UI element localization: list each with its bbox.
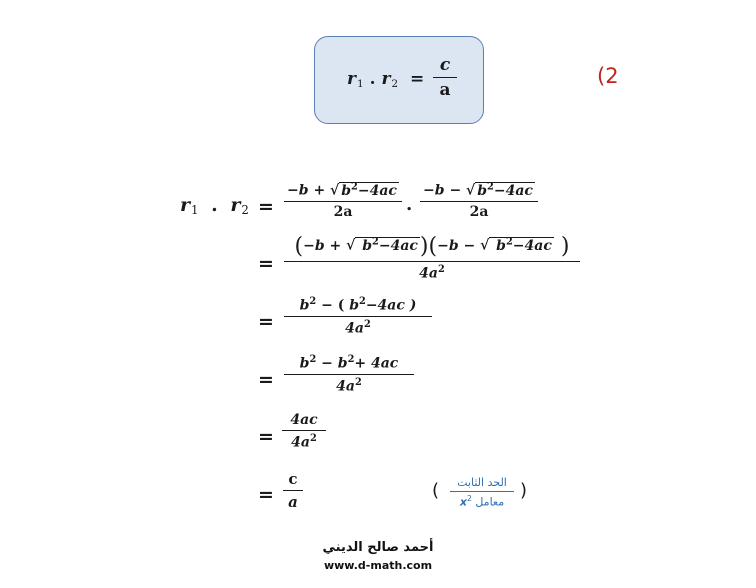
fraction-bar (284, 201, 402, 202)
fraction-denominator: 2a (333, 203, 353, 220)
box-fraction (433, 55, 457, 100)
fraction-bar (284, 316, 432, 317)
fraction-product-of-roots (284, 234, 580, 282)
r-symbol: r (347, 69, 356, 89)
square-root: √ $b^2-4ac$ (466, 181, 533, 199)
square-root: √ $b^2-4ac$ (346, 236, 418, 254)
r-symbol: r (381, 69, 391, 89)
fraction-denominator: $4a^2$ (419, 264, 445, 282)
open-parenthesis: ( (432, 480, 440, 501)
dot-operator: . (369, 69, 376, 89)
fraction-bar (282, 430, 326, 431)
fraction-bar (284, 261, 580, 262)
equals-sign: = (258, 196, 274, 218)
close-parenthesis: ) (520, 480, 528, 501)
fraction-simplified (282, 412, 326, 451)
annotation-constant-over-coefficient (432, 476, 532, 516)
fraction-denominator: $4a^2$ (336, 376, 362, 395)
fraction-numerator: −b − √ $b^2-4ac$ (423, 181, 533, 199)
derivation-lhs (180, 194, 249, 217)
subscript-1: 1 (356, 77, 364, 90)
fraction-bar (420, 201, 538, 202)
fraction-denominator: a (439, 80, 451, 100)
equals-sign: = (258, 311, 274, 333)
square-root: √ $b^2-4ac$ (480, 236, 552, 254)
equals-sign: = (258, 426, 274, 448)
fraction-difference (284, 296, 432, 336)
fraction-bar (433, 77, 457, 78)
r-symbol: r (230, 194, 241, 216)
equals-sign: = (258, 253, 274, 275)
r-symbol: r (180, 194, 191, 216)
equals-sign: = (258, 484, 274, 506)
author-name: أحمد صالح الديني (322, 540, 434, 555)
fraction-numerator: $b^2$ − ( $b^2-4ac$ ) (299, 296, 417, 314)
fraction-numerator: c (439, 55, 451, 75)
fraction-numerator: (−b + √ $b^2-4ac)(-b$ − √ $b^2-4ac$ ) (294, 234, 570, 259)
box-lhs (347, 69, 424, 90)
multiply-dot: . (406, 194, 413, 215)
fraction-bar (450, 491, 514, 492)
problem-number: (2 (597, 64, 619, 88)
square-root: √ $b^2-4ac$ (330, 181, 397, 199)
fraction-denominator: $4a^2$ (291, 433, 317, 451)
fraction-bar (284, 374, 414, 375)
fraction-plus-root (284, 181, 402, 220)
fraction-numerator: $b^2 - b^2+ 4ac$ (299, 354, 399, 372)
fraction-denominator: a (288, 493, 298, 511)
fraction-minus-root (420, 181, 538, 220)
annotation-numerator: الحد الثابت (457, 476, 507, 489)
subscript-2: 2 (241, 202, 249, 217)
fraction-expanded (284, 354, 414, 394)
equals-sign: = (258, 369, 274, 391)
fraction-result (283, 470, 303, 511)
dot-operator: . (211, 194, 218, 216)
fraction-numerator: 4ac (290, 412, 318, 428)
fraction-denominator: 2a (469, 203, 489, 220)
subscript-2: 2 (391, 77, 399, 90)
equals-sign: = (410, 69, 425, 89)
annotation-denominator: معامل $x^2$ (459, 494, 505, 509)
fraction-numerator: c (288, 470, 298, 488)
fraction-denominator: $4a^2$ (345, 318, 371, 337)
fraction-bar (283, 490, 303, 491)
fraction-numerator: −b + √ $b^2-4ac$ (287, 181, 397, 199)
formula-box (314, 36, 484, 124)
annotation-fraction (450, 476, 514, 509)
site-url: www.d-math.com (323, 559, 433, 572)
subscript-1: 1 (191, 202, 199, 217)
